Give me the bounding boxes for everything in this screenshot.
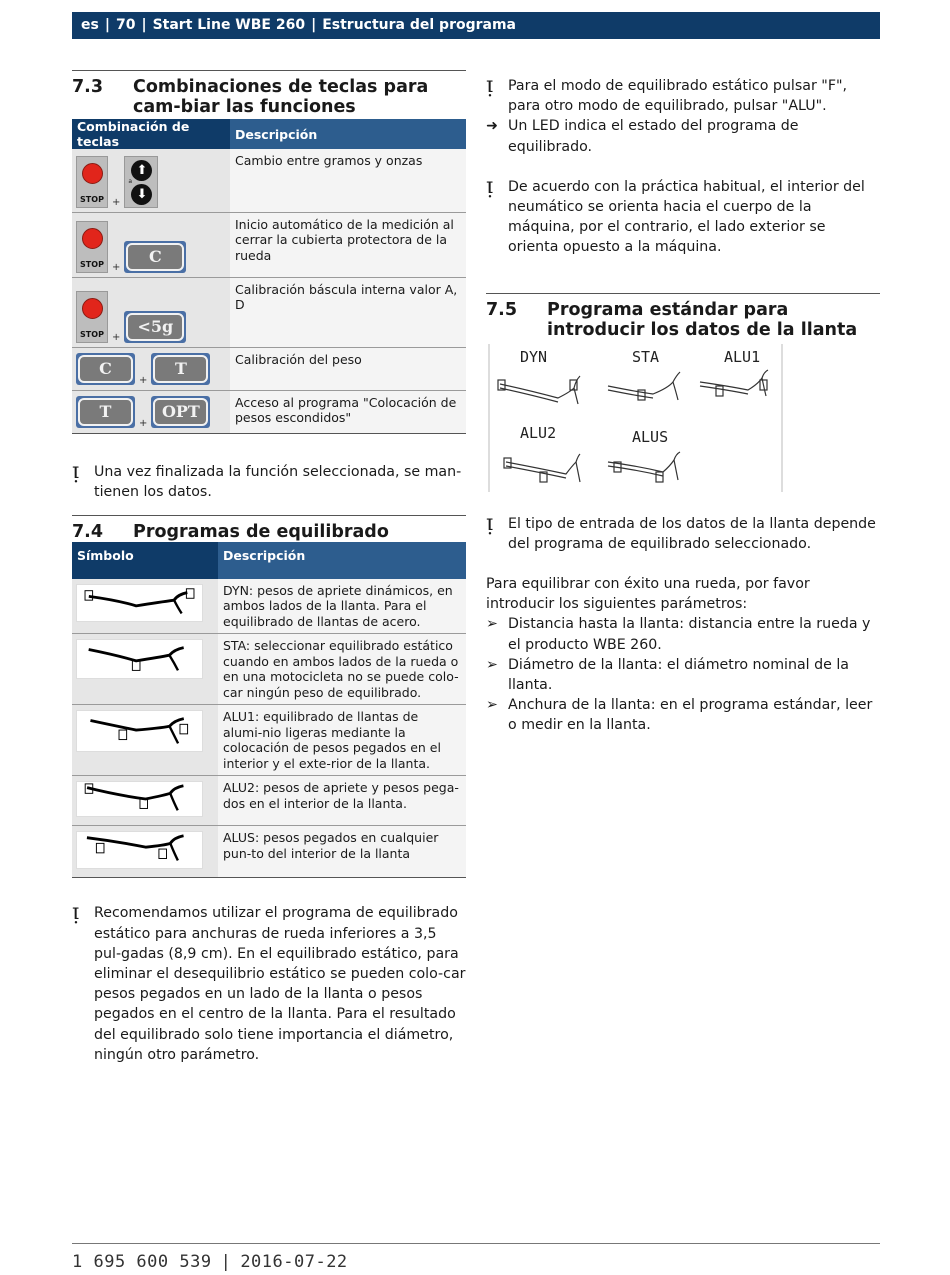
diagram-label-alus: ALUS	[632, 427, 669, 446]
info-note	[72, 900, 466, 1065]
parameters-list	[486, 614, 880, 735]
t-key-icon: T	[76, 396, 135, 428]
description-cell: Calibración báscula interna valor A, D	[230, 277, 466, 347]
rim-programs-diagram	[488, 342, 784, 494]
c-key-icon: C	[124, 241, 186, 273]
table-row	[72, 347, 466, 390]
description-cell: Cambio entre gramos y onzas	[230, 149, 466, 212]
list-item: ➢ Distancia hasta la llanta: distancia entre la rueda y el producto WBE 260.	[486, 614, 880, 654]
diagram-label-sta: STA	[632, 347, 660, 366]
stop-key-icon: STOP	[76, 156, 108, 208]
table-row	[72, 149, 466, 212]
rim-sta-icon	[76, 639, 203, 679]
description-cell: ALU1: equilibrado de llantas de alumi-nio ligeras mediante la colocación de pesos pegados en el interior y el exte-rior de la llanta.	[218, 705, 466, 776]
key-combo-cell: T + OPT	[72, 390, 230, 433]
description-cell: Acceso al programa "Colocación de pesos escondidos"	[230, 390, 466, 433]
description-cell: Inicio automático de la medición al cerrar la cubierta protectora de la rueda	[230, 212, 466, 277]
rim-dyn-icon	[498, 376, 580, 404]
rim-alus-icon	[608, 452, 680, 482]
table-row	[72, 390, 466, 433]
info-note	[486, 173, 880, 258]
info-icon: ᴉ	[72, 900, 80, 926]
table-row	[72, 277, 466, 347]
section-number: 7.4	[72, 521, 104, 542]
stop-key-icon: STOP	[76, 221, 108, 273]
symbol-cell	[72, 776, 218, 826]
symbol-cell	[72, 579, 218, 634]
header-page: 70	[115, 17, 136, 33]
info-text: Para el modo de equilibrado estático pulsar "F", para otro modo de equilibrado, pulsar "ALU".	[508, 78, 848, 115]
info-note	[72, 458, 466, 502]
section-number: 7.5	[486, 299, 518, 320]
arrowhead-bullet-icon: ➢	[486, 616, 498, 633]
info-icon: ᴉ	[72, 458, 80, 484]
info-icon: ᴉ	[486, 173, 494, 199]
footer-rule	[72, 1243, 880, 1244]
t-key-icon: T	[151, 353, 210, 385]
table-row	[72, 634, 466, 705]
description-cell: Calibración del peso	[230, 347, 466, 390]
description-cell: STA: seleccionar equilibrado estático cuando en ambos lados de la rueda o en una motocicleta no se puede colo-car ningún peso de equilibrado.	[218, 634, 466, 705]
description-cell: DYN: pesos de apriete dinámicos, en ambos lados de la llanta. Para el equilibrado de llantas de acero.	[218, 579, 466, 634]
header-lang: es	[81, 17, 99, 33]
left-column	[72, 70, 466, 1065]
symbol-cell	[72, 705, 218, 776]
document-date: 2016-07-22	[240, 1252, 348, 1272]
arrowhead-bullet-icon: ➢	[486, 697, 498, 714]
info-text: De acuerdo con la práctica habitual, el interior del neumático se orienta hacia el cuerpo de la máquina, por el contrario, el lado exterior se orienta opuesto a la máquina.	[508, 178, 865, 256]
result-text: Un LED indica el estado del programa de equilibrado.	[508, 118, 799, 155]
up-down-arrows-key-icon: ⬆ a ⬇	[124, 156, 158, 208]
rim-alu1-icon	[76, 710, 203, 752]
document-number: 1 695 600 539	[72, 1252, 212, 1272]
column-header-symbol: Símbolo	[72, 542, 218, 579]
symbol-cell	[72, 826, 218, 878]
rim-alus-icon	[76, 831, 203, 869]
info-note	[486, 73, 880, 116]
column-header-description: Descripción	[218, 542, 466, 579]
info-note	[486, 510, 880, 554]
section-title: Combinaciones de teclas para cam-biar las funciones	[133, 77, 429, 117]
info-text: Una vez finalizada la función seleccionada, se man-tienen los datos.	[94, 463, 462, 500]
rim-alu2-icon	[504, 454, 580, 482]
stop-key-icon: STOP	[76, 291, 108, 343]
list-item: ➢ Anchura de la llanta: en el programa estándar, leer o medir en la llanta.	[486, 695, 880, 735]
rim-dyn-icon	[76, 584, 203, 622]
diagram-label-alu1: ALU1	[724, 347, 761, 366]
result-note	[486, 116, 880, 156]
rim-alu1-icon	[700, 370, 768, 396]
key-combination-table	[72, 119, 466, 434]
table-row	[72, 579, 466, 634]
key-combo-cell: STOP + <5g	[72, 277, 230, 347]
description-cell: ALU2: pesos de apriete y pesos pega-dos en el interior de la llanta.	[218, 776, 466, 826]
section-7-4-heading	[72, 516, 466, 542]
table-row	[72, 826, 466, 878]
header-section: Estructura del programa	[322, 17, 517, 33]
section-title: Programa estándar para introducir los datos de la llanta	[547, 299, 858, 340]
key-combo-cell: STOP + ⬆ a ⬇	[72, 149, 230, 212]
section-7-5-heading	[486, 294, 880, 342]
table-row	[72, 705, 466, 776]
info-text: Recomendamos utilizar el programa de equilibrado estático para anchuras de rueda inferiores a 3,5 pul-gadas (8,9 cm). En el equilibrado estático, para eliminar el desequilibrio estático se pueden colo-car pesos pegados en un lado de la llanta o pesos pegados en el centro de la llanta. Para el resultado del equilibrado solo tiene importancia el diámetro, ningún otro parámetro.	[94, 905, 466, 1063]
diagram-label-alu2: ALU2	[520, 423, 557, 442]
rim-alu2-icon	[76, 781, 203, 817]
info-text: El tipo de entrada de los datos de la llanta depende del programa de equilibrado seleccionado.	[508, 515, 876, 552]
info-icon: ᴉ	[486, 73, 494, 98]
page-header: es | 70 | Start Line WBE 260 | Estructura del programa	[72, 12, 880, 39]
info-icon: ᴉ	[486, 510, 494, 536]
description-cell: ALUS: pesos pegados en cualquier pun-to del interior de la llanta	[218, 826, 466, 878]
right-column	[486, 70, 880, 736]
list-item: ➢ Diámetro de la llanta: el diámetro nominal de la llanta.	[486, 655, 880, 695]
rim-sta-icon	[608, 372, 680, 400]
table-row	[72, 212, 466, 277]
symbol-cell	[72, 634, 218, 705]
header-product: Start Line WBE 260	[152, 17, 306, 33]
c-key-icon: C	[76, 353, 135, 385]
arrow-right-icon: ➜	[486, 118, 498, 135]
key-combo-cell: C + T	[72, 347, 230, 390]
diagram-label-dyn: DYN	[520, 347, 548, 366]
balancing-programs-table	[72, 542, 466, 879]
intro-paragraph: Para equilibrar con éxito una rueda, por favor introducir los siguientes parámetros:	[486, 576, 810, 613]
key-combo-cell: STOP + C	[72, 212, 230, 277]
column-header-keys: Combinación de teclas	[72, 119, 230, 149]
less-than-5g-key-icon: <5g	[124, 311, 186, 343]
section-7-3-heading	[72, 71, 466, 119]
arrowhead-bullet-icon: ➢	[486, 656, 498, 673]
section-number: 7.3	[72, 77, 104, 97]
opt-key-icon: OPT	[151, 396, 210, 428]
column-header-description: Descripción	[230, 119, 466, 149]
page-footer: 1 695 600 539 | 2016-07-22	[72, 1252, 348, 1272]
section-title: Programas de equilibrado	[133, 521, 389, 542]
table-row	[72, 776, 466, 826]
